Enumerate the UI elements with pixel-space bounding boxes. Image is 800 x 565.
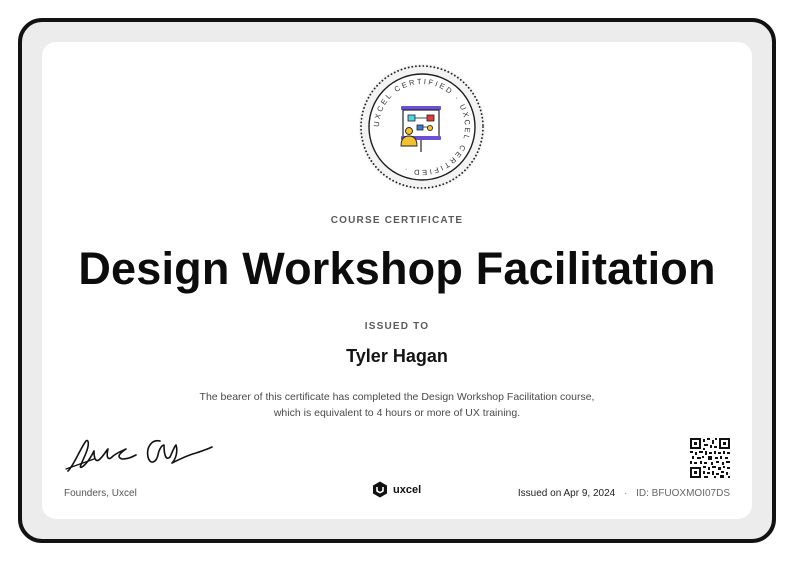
certificate-id: ID: BFUOXMOI07DS: [636, 488, 730, 499]
badge-ring-text: UXCEL CERTIFIED · UXCEL CERTIFIED ·: [371, 76, 473, 178]
uxcel-brand: [372, 481, 421, 498]
recipient-name: Tyler Hagan: [346, 346, 448, 366]
uxcel-logo-icon: [372, 481, 388, 498]
founders-signature: [64, 429, 214, 479]
issued-to-label: ISSUED TO: [364, 321, 430, 332]
brand-name: uxcel: [393, 483, 422, 496]
certificate-type-label: COURSE CERTIFICATE: [330, 215, 464, 226]
certified-badge: [355, 60, 489, 194]
certificate-description: The bearer of this certificate has completed the Design Workshop Facilitation course, which is equivalent to 4 hours or more of UX training.: [199, 391, 595, 419]
course-title: Design Workshop Facilitation: [78, 243, 716, 294]
verification-qr-code[interactable]: [690, 438, 730, 478]
certificate-card: [42, 42, 752, 519]
signatories-label: Founders, Uxcel: [64, 488, 137, 499]
certificate-frame: [18, 18, 776, 543]
issued-on-date: Issued on Apr 9, 2024: [517, 488, 616, 499]
separator-dot: ·: [623, 488, 628, 499]
issue-info: [518, 488, 730, 499]
